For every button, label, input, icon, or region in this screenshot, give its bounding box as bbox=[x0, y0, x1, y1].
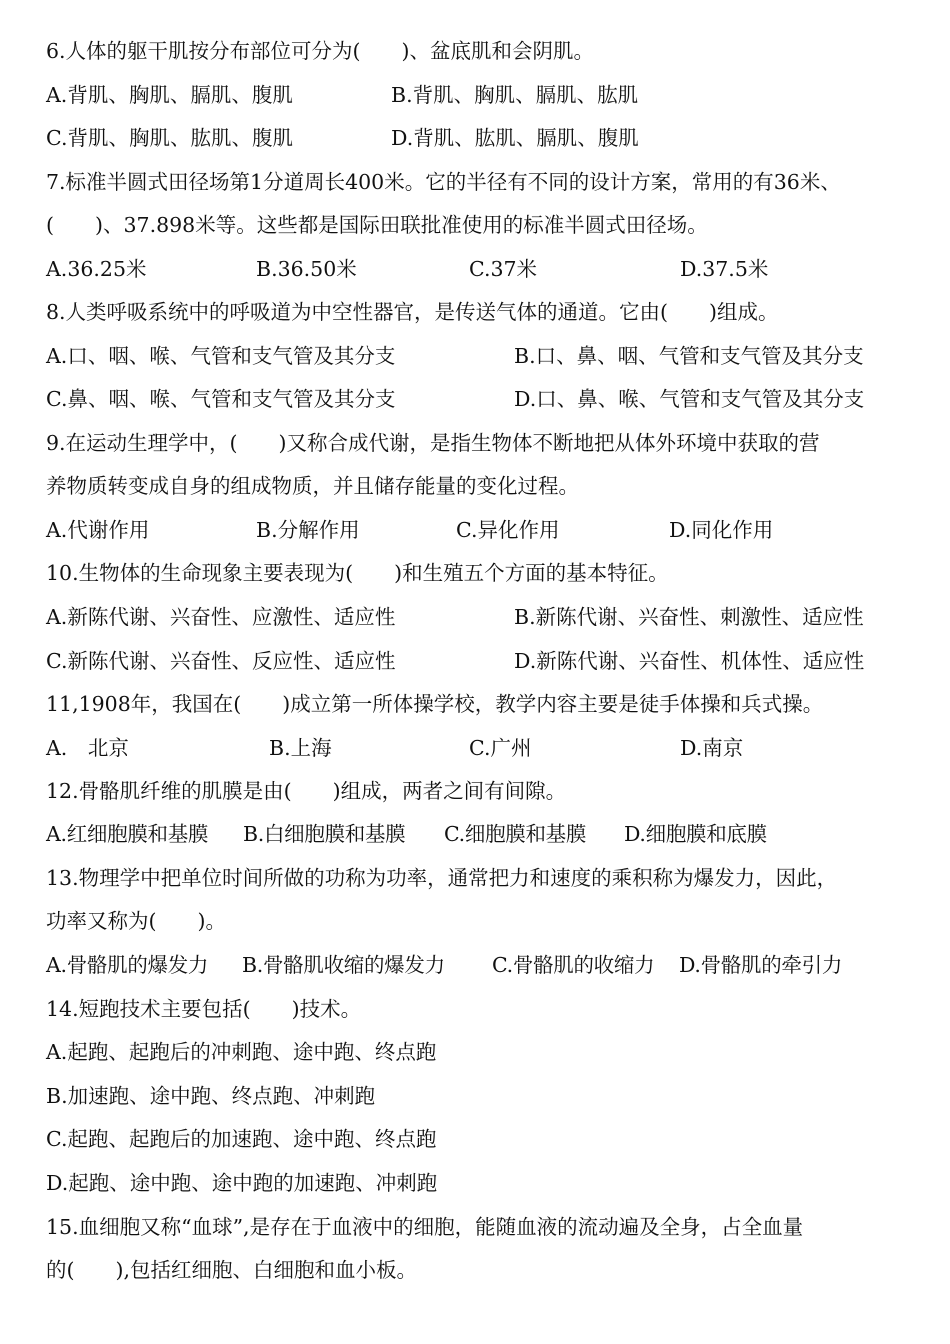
question-stem-line: 12.骨骼肌纤维的肌膜是由( )组成，两者之间有间隙。 bbox=[46, 779, 567, 803]
options-row bbox=[46, 733, 908, 763]
options-row bbox=[46, 1037, 908, 1067]
question-stem-line: 10.生物体的生命现象主要表现为( )和生殖五个方面的基本特征。 bbox=[46, 561, 669, 585]
answer-option: A.代谢作用 bbox=[46, 518, 150, 542]
answer-option: A. 北京 bbox=[46, 736, 129, 760]
answer-option: B.加速跑、途中跑、终点跑、冲刺跑 bbox=[46, 1084, 376, 1108]
answer-option: A.起跑、起跑后的冲刺跑、途中跑、终点跑 bbox=[46, 1040, 437, 1064]
answer-option: A.36.25米 bbox=[46, 257, 147, 281]
options-row bbox=[46, 646, 908, 676]
answer-option: D.37.5米 bbox=[680, 257, 769, 281]
answer-option: C.起跑、起跑后的加速跑、途中跑、终点跑 bbox=[46, 1127, 437, 1151]
options-row bbox=[46, 254, 908, 284]
question-stem-line: 9.在运动生理学中，( )又称合成代谢，是指生物体不断地把从体外环境中获取的营 bbox=[46, 431, 820, 455]
options-row bbox=[46, 123, 908, 153]
answer-option: A.背肌、胸肌、膈肌、腹肌 bbox=[46, 83, 293, 107]
options-row bbox=[46, 1168, 908, 1198]
options-row bbox=[46, 515, 908, 545]
answer-option: D.骨骼肌的牵引力 bbox=[679, 953, 843, 977]
options-row bbox=[46, 602, 908, 632]
answer-option: C.新陈代谢、兴奋性、反应性、适应性 bbox=[46, 649, 396, 673]
answer-option: A.口、咽、喉、气管和支气管及其分支 bbox=[46, 344, 396, 368]
answer-option: A.新陈代谢、兴奋性、应激性、适应性 bbox=[46, 605, 396, 629]
answer-option: C.细胞膜和基膜 bbox=[444, 822, 587, 846]
answer-option: B.上海 bbox=[269, 736, 332, 760]
answer-option: D.新陈代谢、兴奋性、机体性、适应性 bbox=[514, 649, 865, 673]
answer-option: D.背肌、肱肌、膈肌、腹肌 bbox=[391, 126, 639, 150]
options-row bbox=[46, 80, 908, 110]
answer-option: D.细胞膜和底膜 bbox=[624, 822, 767, 846]
answer-option: B.骨骼肌收缩的爆发力 bbox=[242, 953, 445, 977]
answer-option: A.骨骼肌的爆发力 bbox=[46, 953, 209, 977]
answer-option: C.背肌、胸肌、肱肌、腹肌 bbox=[46, 126, 293, 150]
options-row bbox=[46, 384, 908, 414]
options-row bbox=[46, 341, 908, 371]
question-stem-line: 7.标准半圆式田径场第1分道周长400米。它的半径有不同的设计方案，常用的有36米、 bbox=[46, 170, 841, 194]
answer-option: D.口、鼻、喉、气管和支气管及其分支 bbox=[514, 387, 865, 411]
answer-option: B.分解作用 bbox=[256, 518, 360, 542]
question-stem-line: 功率又称为( )。 bbox=[46, 909, 226, 933]
answer-option: D.起跑、途中跑、途中跑的加速跑、冲刺跑 bbox=[46, 1171, 438, 1195]
question-stem-line: 11,1908年，我国在( )成立第一所体操学校，教学内容主要是徒手体操和兵式操。 bbox=[46, 692, 824, 716]
answer-option: B.新陈代谢、兴奋性、刺激性、适应性 bbox=[514, 605, 864, 629]
answer-option: C.异化作用 bbox=[456, 518, 560, 542]
answer-option: B.口、鼻、咽、气管和支气管及其分支 bbox=[514, 344, 864, 368]
question-stem-line: 13.物理学中把单位时间所做的功称为功率，通常把力和速度的乘积称为爆发力，因此， bbox=[46, 866, 838, 890]
answer-option: C.鼻、咽、喉、气管和支气管及其分支 bbox=[46, 387, 396, 411]
answer-option: A.红细胞膜和基膜 bbox=[46, 822, 209, 846]
options-row bbox=[46, 1124, 908, 1154]
answer-option: C.骨骼肌的收缩力 bbox=[492, 953, 655, 977]
answer-option: B.白细胞膜和基膜 bbox=[243, 822, 406, 846]
answer-option: D.同化作用 bbox=[669, 518, 774, 542]
answer-option: C.37米 bbox=[469, 257, 538, 281]
question-stem-line: 14.短跑技术主要包括( )技术。 bbox=[46, 997, 362, 1021]
answer-option: D.南京 bbox=[680, 736, 744, 760]
options-row bbox=[46, 819, 908, 849]
question-stem-line: 8.人类呼吸系统中的呼吸道为中空性器官，是传送气体的通道。它由( )组成。 bbox=[46, 300, 779, 324]
question-stem-line: 6.人体的躯干肌按分布部位可分为( )、盆底肌和会阴肌。 bbox=[46, 39, 595, 63]
question-stem-line: 15.血细胞又称“血球”,是存在于血液中的细胞，能随血液的流动遍及全身，占全血量 bbox=[46, 1215, 804, 1239]
options-row bbox=[46, 1081, 908, 1111]
options-row bbox=[46, 950, 908, 980]
answer-option: C.广州 bbox=[469, 736, 532, 760]
answer-option: B.36.50米 bbox=[256, 257, 357, 281]
question-stem-line: 的( ),包括红细胞、白细胞和血小板。 bbox=[46, 1258, 418, 1282]
question-stem-line: 养物质转变成自身的组成物质，并且储存能量的变化过程。 bbox=[46, 474, 579, 498]
answer-option: B.背肌、胸肌、膈肌、肱肌 bbox=[391, 83, 639, 107]
question-stem-line: ( )、37.898米等。这些都是国际田联批准使用的标准半圆式田径场。 bbox=[46, 213, 708, 237]
